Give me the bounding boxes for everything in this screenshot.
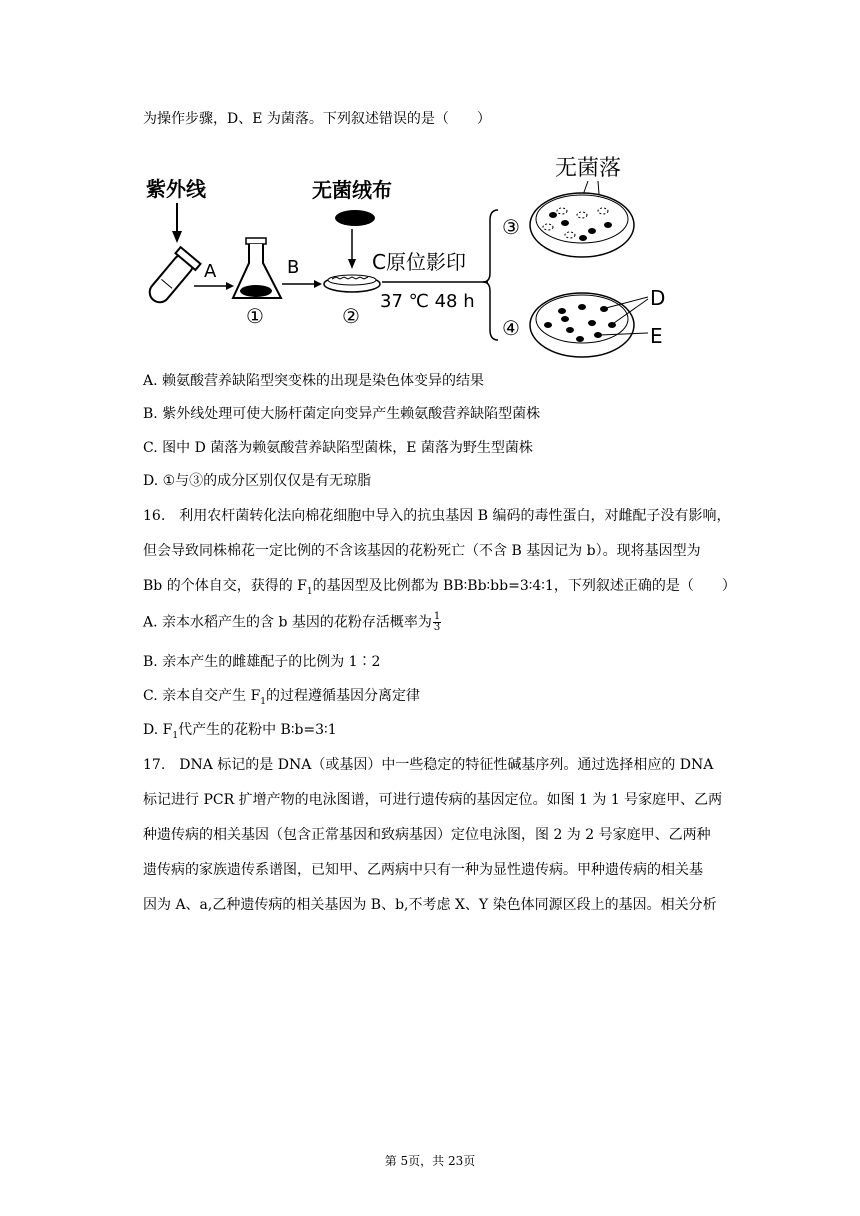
q17-line4: 遗传病的家族遗传系谱图，已知甲、乙两病中只有一种为显性遗传病。甲种遗传病的相关基: [143, 862, 703, 878]
q16-line2: 但会导致同株棉花一定比例的不含该基因的花粉死亡（不含 B 基因记为 b）。现将基因型为: [143, 543, 701, 559]
page-footer: 第 5页，共 23页: [384, 1154, 476, 1168]
num3-label: ③: [502, 215, 520, 239]
flask-icon: [233, 238, 281, 298]
velvet-pad-icon: [335, 210, 375, 226]
num4-label: ④: [502, 316, 520, 340]
q17-line2: 标记进行 PCR 扩增产物的电泳图谱，可进行遗传病的基因定位。如图 1 为 1 号家庭甲、乙两: [143, 792, 723, 808]
test-tube-icon: [143, 247, 200, 308]
q16-line1: 16. 利用农杆菌转化法向棉花细胞中导入的抗虫基因 B 编码的毒性蛋白，对雌配子没有影响，: [143, 508, 731, 524]
q16-line3-pre: Bb 的个体自交，获得的 F: [143, 578, 307, 594]
q15-option-a: A. 赖氨酸营养缺陷型突变株的出现是染色体变异的结果: [143, 373, 485, 389]
q16-option-d-sub: 1: [172, 730, 179, 741]
q16-option-d: [143, 721, 337, 745]
fraction-numerator: 1: [433, 611, 441, 622]
uv-label: 紫外线: [146, 177, 206, 201]
intro-line: 为操作步骤，D、E 为菌落。下列叙述错误的是（ ）: [143, 111, 491, 127]
q15-option-d: D. ①与③的成分区别仅仅是有无琼脂: [143, 473, 372, 489]
replica-plating-figure: [0, 145, 860, 365]
petri-dish-2-icon: [324, 275, 380, 292]
fraction: [433, 612, 441, 633]
num2-label: ②: [342, 304, 360, 328]
velvet-label: 无菌绒布: [312, 178, 392, 202]
q15-option-c: C. 图中 D 菌落为赖氨酸营养缺陷型菌株，E 菌落为野生型菌株: [143, 440, 533, 456]
condition-label: 37 ℃ 48 h: [380, 291, 475, 312]
label-d: D: [650, 286, 666, 310]
q17-line5: 因为 A、a,乙种遗传病的相关基因为 B、b,不考虑 X、Y 染色体同源区段上的基因。相关分析: [143, 897, 717, 913]
q16-option-c-post: 的过程遵循基因分离定律: [266, 688, 421, 704]
fraction-denominator: 3: [433, 622, 441, 633]
q16-line3-sub: 1: [306, 586, 313, 597]
q16-option-c: [143, 687, 420, 711]
step-a-label: A: [204, 261, 217, 282]
q16-option-c-sub: 1: [260, 696, 267, 707]
petri-dish-3-icon: [530, 193, 634, 257]
no-colony-label: 无菌落: [555, 156, 622, 181]
q16-option-c-pre: C. 亲本自交产生 F: [143, 688, 261, 704]
q16-option-b: B. 亲本产生的雌雄配子的比例为 1∶2: [143, 654, 381, 670]
num1-label: ①: [246, 304, 264, 328]
q16-option-a: [143, 612, 441, 633]
q15-option-b: B. 紫外线处理可使大肠杆菌定向变异产生赖氨酸营养缺陷型菌株: [143, 406, 541, 422]
q16-line3: [143, 577, 736, 601]
step-c-label: C原位影印: [372, 250, 466, 274]
step-b-label: B: [287, 257, 300, 278]
q17-line1: 17. DNA 标记的是 DNA（或基因）中一些稳定的特征性碱基序列。通过选择相应的 DNA: [143, 757, 714, 773]
q16-line3-post: 的基因型及比例都为 BB∶Bb∶bb=3∶4∶1，下列叙述正确的是（ ）: [312, 578, 736, 594]
q17-line3: 种遗传病的相关基因（包含正常基因和致病基因）定位电泳图，图 2 为 2 号家庭甲、乙两种: [143, 827, 711, 843]
petri-dish-4-icon: [530, 293, 634, 357]
q16-option-a-text: A. 亲本水稻产生的含 b 基因的花粉存活概率为: [143, 614, 432, 631]
q16-option-d-pre: D. F: [143, 722, 173, 738]
q16-option-d-post: 代产生的花粉中 B∶b=3∶1: [178, 722, 337, 738]
label-e: E: [650, 324, 663, 348]
